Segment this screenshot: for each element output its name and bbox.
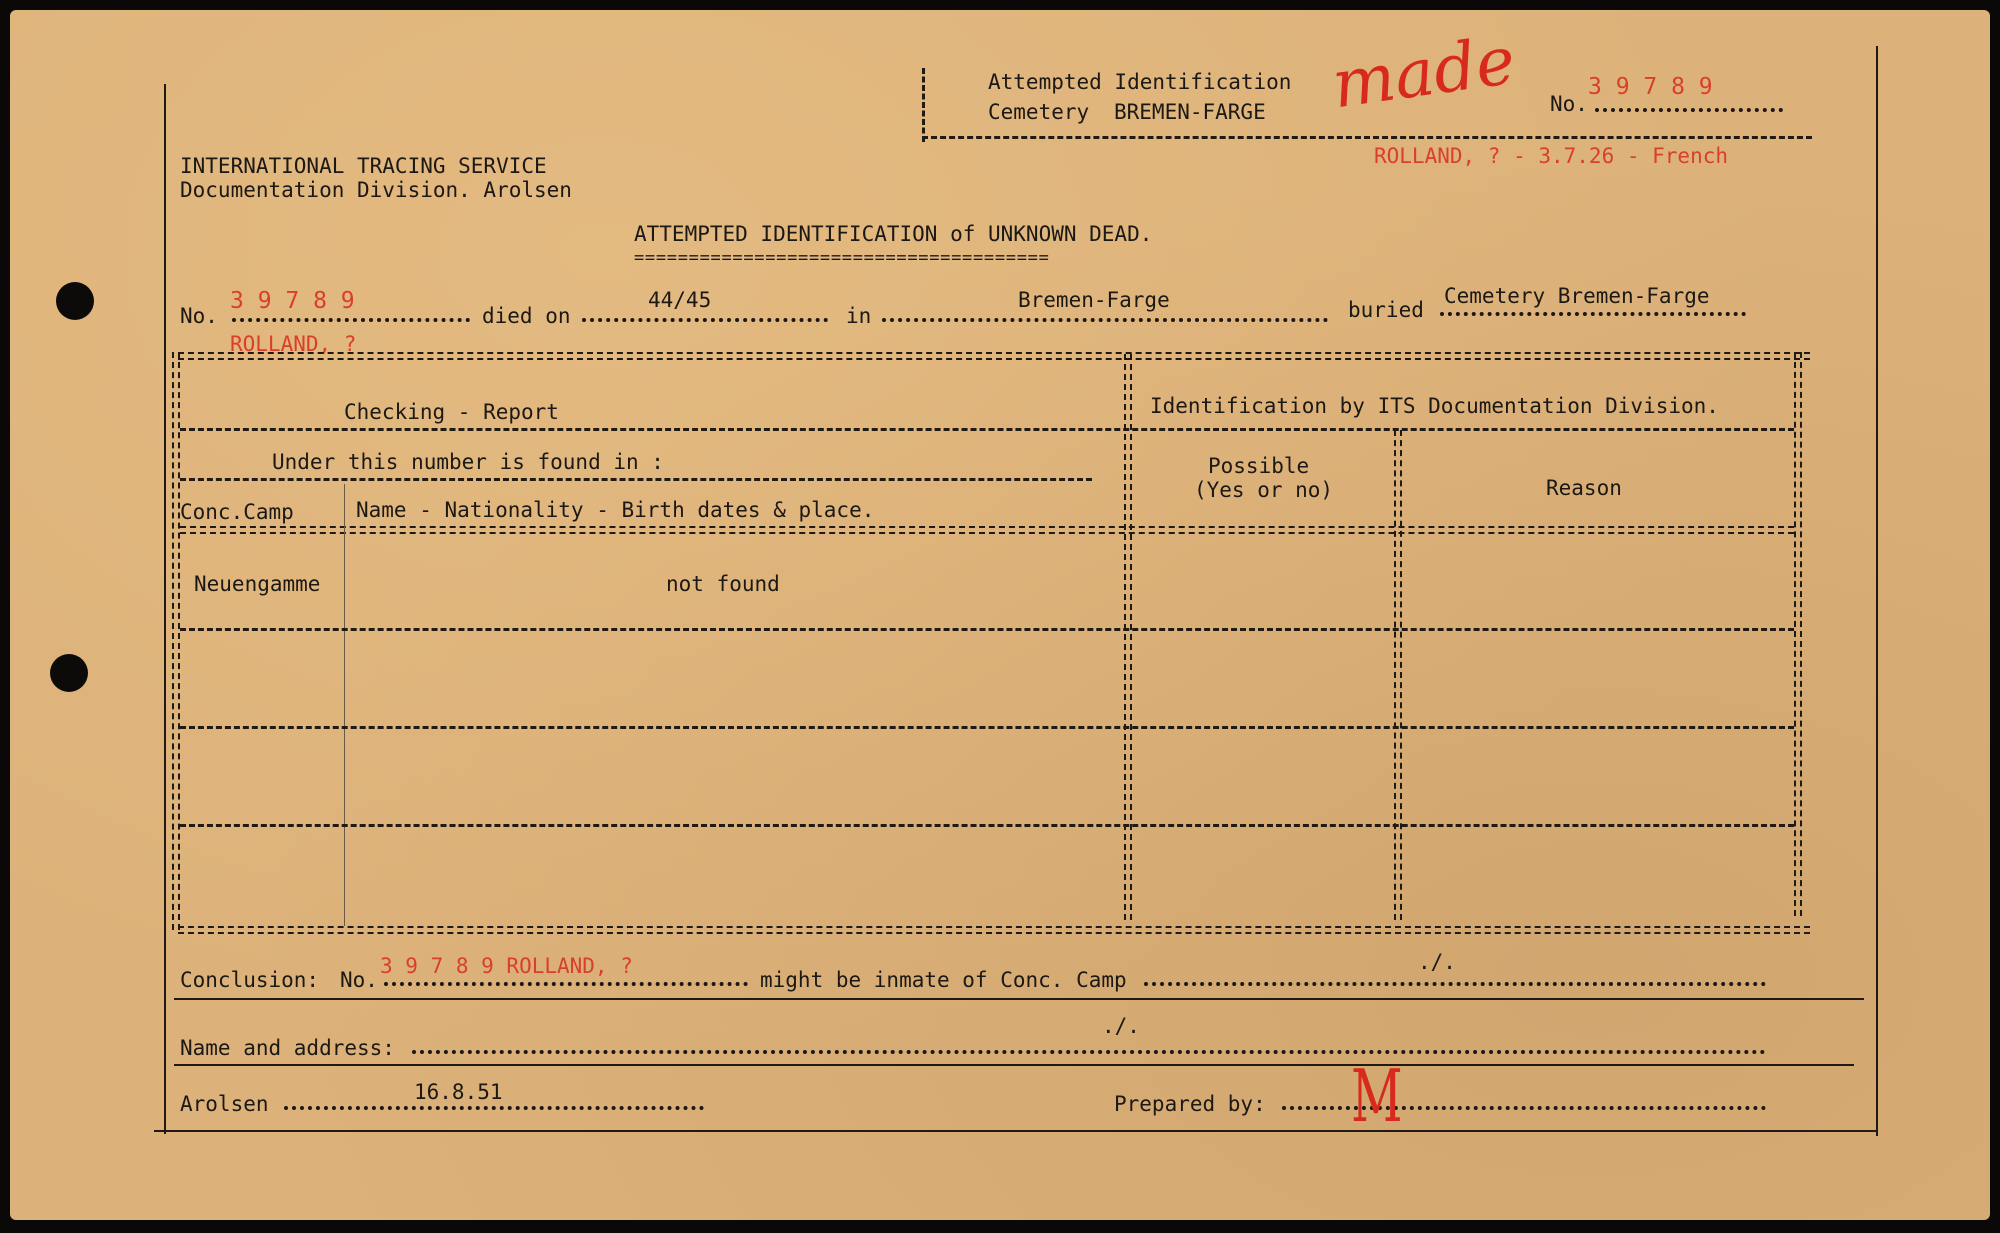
column-header-camp: Conc.Camp (180, 500, 294, 524)
table-row-rule-2 (180, 726, 1794, 729)
made-annotation: made (1327, 21, 1520, 124)
header-box-no-value: 3 9 7 8 9 (1588, 74, 1713, 100)
table-left-header: Checking - Report (344, 400, 559, 424)
table-subheader-rule (180, 478, 1092, 481)
name-address-rule (174, 1064, 1854, 1066)
column-header-possible-hint: (Yes or no) (1194, 478, 1334, 502)
table-bottom-border (178, 926, 1810, 934)
table-top-border (178, 352, 1810, 360)
header-box-bottom-edge (922, 136, 1812, 139)
punch-hole-top (56, 282, 94, 320)
table-right-header: Identification by ITS Documentation Division. (1150, 394, 1719, 418)
table-row-rule-1 (180, 628, 1794, 631)
frame-bottom-line (154, 1130, 1878, 1132)
name-address-dots (412, 1050, 1766, 1054)
prepared-by-signature: M (1351, 1054, 1403, 1138)
header-box-title: Attempted Identification (988, 70, 1292, 94)
record-died-dots (582, 318, 828, 322)
record-name: ROLLAND, ? (230, 332, 357, 356)
form-title-underline: ====================================== (634, 248, 1050, 268)
table-row-camp: Neuengamme (194, 572, 321, 596)
table-sub-header: Under this number is found in : (272, 450, 664, 474)
conclusion-rule (174, 998, 1864, 1000)
org-division: Documentation Division. Arolsen (180, 178, 572, 202)
column-header-name: Name - Nationality - Birth dates & place. (356, 498, 875, 522)
record-buried-dots (1440, 312, 1746, 316)
form-title: ATTEMPTED IDENTIFICATION of UNKNOWN DEAD. (634, 222, 1153, 246)
red-summary-line: ROLLAND, ? - 3.7.26 - French (1374, 144, 1729, 168)
conclusion-middle-text: might be inmate of Conc. Camp (760, 968, 1127, 992)
header-box-no-label: No. (1550, 92, 1588, 116)
punch-hole-bottom (50, 654, 88, 692)
table-row-name: not found (666, 572, 780, 596)
record-no-dots (232, 318, 470, 322)
conclusion-camp-value: ./. (1418, 950, 1456, 974)
org-name: INTERNATIONAL TRACING SERVICE (180, 154, 547, 178)
table-center-divider (1124, 354, 1132, 920)
record-in-dots (882, 318, 1328, 322)
header-box-cemetery-value: BREMEN-FARGE (1114, 100, 1266, 124)
record-died-label: died on (482, 304, 571, 328)
table-left-border (172, 352, 180, 930)
table-column-header-rule (180, 526, 1794, 534)
name-address-label: Name and address: (180, 1036, 395, 1060)
header-box-no-dots (1595, 108, 1783, 112)
conclusion-no-value: 3 9 7 8 9 ROLLAND, ? (380, 954, 633, 978)
conclusion-no-label: No. (340, 968, 378, 992)
record-no-label: No. (180, 304, 218, 328)
table-possible-divider (1394, 430, 1402, 920)
conclusion-label: Conclusion: (180, 968, 320, 992)
table-camp-divider (344, 484, 345, 926)
conclusion-no-dots (384, 982, 748, 986)
record-in-label: in (846, 304, 872, 328)
date-dots (284, 1106, 704, 1110)
record-in-value: Bremen-Farge (1018, 288, 1170, 312)
name-address-value: ./. (1102, 1014, 1140, 1038)
frame-right-line (1876, 46, 1878, 1136)
document-card (10, 10, 1990, 1220)
record-buried-label: buried (1348, 298, 1424, 322)
frame-left-line (164, 84, 166, 1134)
header-box-cemetery-label: Cemetery (988, 100, 1090, 124)
date-value: 16.8.51 (414, 1080, 503, 1104)
place-label: Arolsen (180, 1092, 269, 1116)
table-row-rule-3 (180, 824, 1794, 827)
prepared-by-label: Prepared by: (1114, 1092, 1266, 1116)
header-box-left-edge (922, 68, 925, 142)
conclusion-camp-dots (1144, 982, 1766, 986)
table-right-border (1794, 352, 1802, 916)
record-buried-value: Cemetery Bremen-Farge (1444, 284, 1710, 308)
column-header-possible: Possible (1208, 454, 1310, 478)
table-header-rule (180, 428, 1794, 431)
record-died-value: 44/45 (648, 288, 712, 312)
record-no-value: 3 9 7 8 9 (230, 288, 355, 314)
column-header-reason: Reason (1546, 476, 1622, 500)
